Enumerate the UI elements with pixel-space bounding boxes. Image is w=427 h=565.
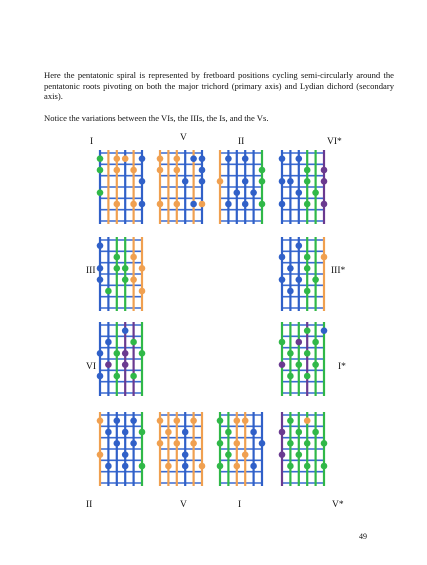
note-dot <box>182 463 189 470</box>
note-dot <box>97 189 104 196</box>
note-dot <box>97 265 104 272</box>
note-dot <box>114 201 121 208</box>
note-dot <box>182 178 189 185</box>
note-dot <box>190 417 197 424</box>
note-dot <box>105 288 112 295</box>
note-dot <box>279 201 286 208</box>
note-dot <box>165 429 172 436</box>
note-dot <box>321 254 328 261</box>
note-dot <box>199 463 206 470</box>
note-dot <box>304 373 311 380</box>
note-dot <box>174 167 181 174</box>
note-dot <box>122 463 129 470</box>
note-dot <box>130 339 137 346</box>
note-dot <box>122 429 129 436</box>
note-dot <box>114 167 121 174</box>
note-dot <box>105 429 112 436</box>
note-dot <box>304 463 311 470</box>
note-dot <box>130 276 137 283</box>
fretboard-bottom-2 <box>157 412 206 486</box>
note-dot <box>217 440 224 447</box>
fretboard-left-2 <box>279 237 328 311</box>
note-dot <box>122 327 129 334</box>
note-dot <box>190 201 197 208</box>
note-dot <box>139 463 146 470</box>
note-dot <box>199 167 206 174</box>
note-dot <box>114 254 121 261</box>
note-dot <box>287 440 294 447</box>
note-dot <box>242 451 249 458</box>
note-dot <box>139 178 146 185</box>
note-dot <box>114 440 121 447</box>
note-dot <box>242 155 249 162</box>
note-dot <box>105 463 112 470</box>
note-dot <box>234 189 241 196</box>
note-dot <box>97 276 104 283</box>
fretboard-top-2 <box>157 150 206 224</box>
fretboard-left-1 <box>97 237 146 311</box>
note-dot <box>259 440 266 447</box>
note-dot <box>250 463 257 470</box>
label-top-i: I <box>90 137 94 147</box>
note-dot <box>217 178 224 185</box>
note-dot <box>287 288 294 295</box>
note-dot <box>296 155 303 162</box>
note-dot <box>304 265 311 272</box>
note-dot <box>105 361 112 368</box>
note-dot <box>130 373 137 380</box>
note-dot <box>259 167 266 174</box>
note-dot <box>130 417 137 424</box>
note-dot <box>174 440 181 447</box>
page-number: 49 <box>359 532 367 541</box>
note-dot <box>97 417 104 424</box>
note-dot <box>279 339 286 346</box>
label-left-iii: III <box>86 266 96 276</box>
note-dot <box>157 155 164 162</box>
label-right-iii-star: III* <box>331 266 346 276</box>
note-dot <box>114 265 121 272</box>
note-dot <box>296 429 303 436</box>
note-dot <box>287 265 294 272</box>
note-dot <box>279 254 286 261</box>
note-dot <box>234 417 241 424</box>
fretboard-bottom-3 <box>217 412 266 486</box>
label-bottom-v-star: V* <box>332 500 344 510</box>
label-top-vi-star: VI* <box>327 137 342 147</box>
note-dot <box>312 276 319 283</box>
fretboard-right-1 <box>97 322 146 396</box>
note-dot <box>130 254 137 261</box>
note-dot <box>225 155 232 162</box>
note-dot <box>174 201 181 208</box>
note-dot <box>114 155 121 162</box>
fretboard-bottom-1 <box>97 412 146 486</box>
note-dot <box>304 417 311 424</box>
note-dot <box>321 178 328 185</box>
note-dot <box>312 189 319 196</box>
note-dot <box>279 361 286 368</box>
note-dot <box>225 429 232 436</box>
note-dot <box>242 417 249 424</box>
note-dot <box>312 429 319 436</box>
note-dot <box>287 178 294 185</box>
note-dot <box>122 350 129 357</box>
note-dot <box>296 189 303 196</box>
note-dot <box>139 265 146 272</box>
note-dot <box>217 417 224 424</box>
note-dot <box>217 463 224 470</box>
note-dot <box>182 451 189 458</box>
notice-paragraph: Notice the variations between the VIs, the IIIs, the Is, and the Vs. <box>44 113 269 123</box>
note-dot <box>139 201 146 208</box>
note-dot <box>287 417 294 424</box>
note-dot <box>304 350 311 357</box>
note-dot <box>182 429 189 436</box>
note-dot <box>139 429 146 436</box>
note-dot <box>139 155 146 162</box>
note-dot <box>157 167 164 174</box>
note-dot <box>279 276 286 283</box>
note-dot <box>199 155 206 162</box>
note-dot <box>130 201 137 208</box>
note-dot <box>97 350 104 357</box>
note-dot <box>114 373 121 380</box>
fretboard-top-4 <box>279 150 328 224</box>
label-bottom-ii: II <box>86 500 93 510</box>
fretboard-top-1 <box>97 150 146 224</box>
label-top-ii: II <box>238 137 245 147</box>
label-bottom-v: V <box>180 500 187 510</box>
note-dot <box>304 288 311 295</box>
note-dot <box>259 201 266 208</box>
note-dot <box>321 167 328 174</box>
note-dot <box>165 463 172 470</box>
note-dot <box>225 451 232 458</box>
label-bottom-i: I <box>238 500 242 510</box>
note-dot <box>287 463 294 470</box>
note-dot <box>234 463 241 470</box>
note-dot <box>259 178 266 185</box>
note-dot <box>242 178 249 185</box>
note-dot <box>250 189 257 196</box>
note-dot <box>122 265 129 272</box>
note-dot <box>97 167 104 174</box>
fretboard-right-2 <box>279 322 328 396</box>
note-dot <box>139 288 146 295</box>
label-left-vi: VI <box>86 362 97 372</box>
note-dot <box>296 276 303 283</box>
note-dot <box>225 201 232 208</box>
note-dot <box>174 417 181 424</box>
note-dot <box>190 440 197 447</box>
note-dot <box>139 350 146 357</box>
note-dot <box>130 167 137 174</box>
note-dot <box>321 440 328 447</box>
note-dot <box>279 429 286 436</box>
note-dot <box>287 373 294 380</box>
note-dot <box>122 155 129 162</box>
note-dot <box>296 242 303 249</box>
note-dot <box>321 201 328 208</box>
note-dot <box>97 155 104 162</box>
note-dot <box>321 463 328 470</box>
note-dot <box>312 361 319 368</box>
note-dot <box>105 339 112 346</box>
label-top-v: V <box>180 133 187 143</box>
note-dot <box>304 167 311 174</box>
fretboard-bottom-4 <box>279 412 328 486</box>
note-dot <box>296 339 303 346</box>
note-dot <box>97 373 104 380</box>
note-dot <box>321 327 328 334</box>
note-dot <box>279 178 286 185</box>
note-dot <box>122 276 129 283</box>
note-dot <box>199 201 206 208</box>
note-dot <box>287 350 294 357</box>
note-dot <box>190 155 197 162</box>
note-dot <box>122 451 129 458</box>
intro-paragraph: Here the pentatonic spiral is represented by fretboard positions cycling semi-circularly around the pentatonic roots pivoting on both the major trichord (primary axis) and Lydian dichord (secondary axis). <box>44 70 394 102</box>
note-dot <box>279 155 286 162</box>
note-dot <box>97 451 104 458</box>
note-dot <box>242 201 249 208</box>
note-dot <box>157 417 164 424</box>
note-dot <box>122 361 129 368</box>
note-dot <box>304 254 311 261</box>
fretboard-top-3 <box>217 150 266 224</box>
note-dot <box>304 327 311 334</box>
note-dot <box>250 429 257 436</box>
note-dot <box>130 440 137 447</box>
note-dot <box>304 201 311 208</box>
note-dot <box>296 451 303 458</box>
label-right-i-star: I* <box>338 362 346 372</box>
note-dot <box>279 451 286 458</box>
note-dot <box>296 361 303 368</box>
note-dot <box>304 440 311 447</box>
note-dot <box>157 440 164 447</box>
note-dot <box>114 350 121 357</box>
note-dot <box>174 155 181 162</box>
note-dot <box>157 201 164 208</box>
note-dot <box>312 339 319 346</box>
note-dot <box>234 440 241 447</box>
note-dot <box>97 242 104 249</box>
note-dot <box>199 178 206 185</box>
note-dot <box>114 417 121 424</box>
note-dot <box>304 178 311 185</box>
